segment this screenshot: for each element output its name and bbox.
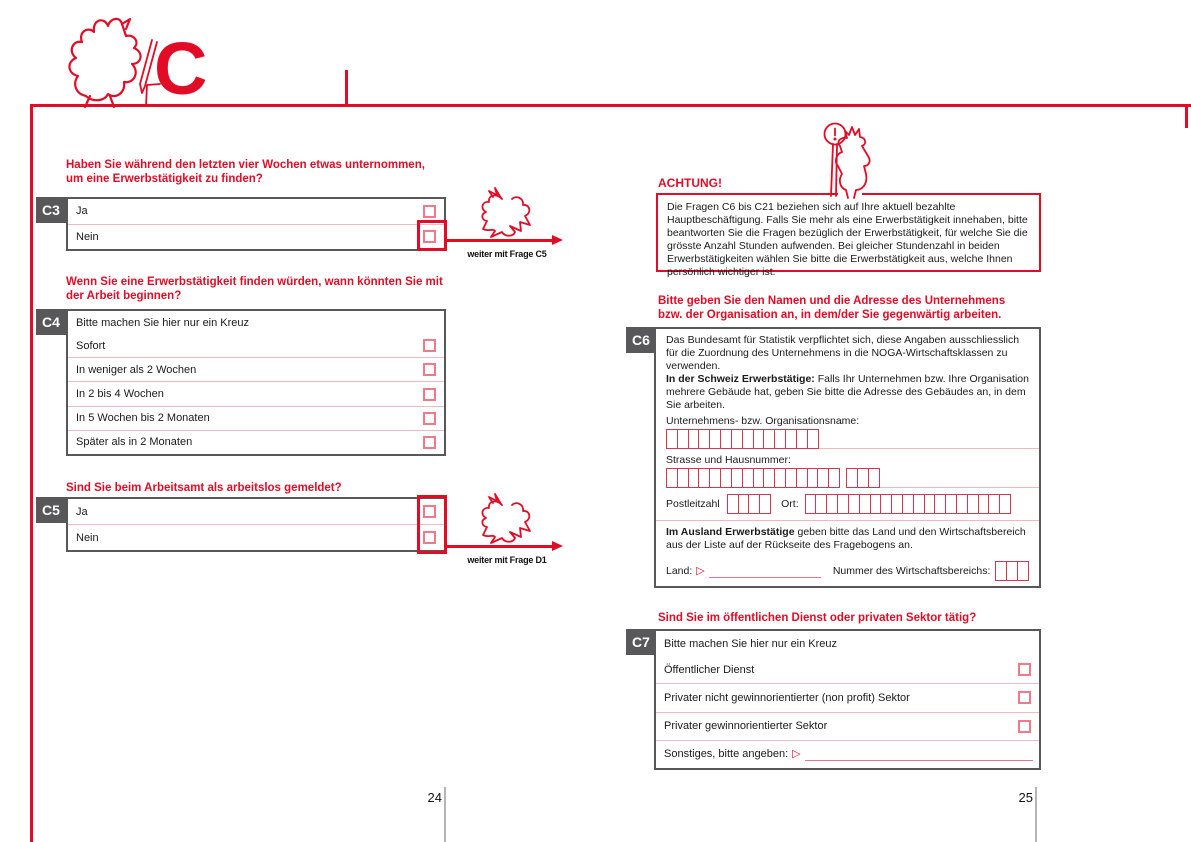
page-number-divider [1035,787,1037,842]
page-number-left: 24 [427,790,442,805]
option-row [68,407,444,431]
checkbox-sofort[interactable] [423,339,436,352]
question-c4-line1: Wenn Sie eine Erwerbstätigkeit finden würden, wann könnten Sie mit [66,276,443,288]
page-number-divider [444,787,446,842]
option-label: Privater nicht gewinnorientierter (non profit) Sektor [664,691,910,704]
land-write-in-line[interactable] [709,564,821,578]
ort-label: Ort: [781,497,799,510]
char-cell[interactable] [868,468,880,488]
checkbox-non-profit-sektor[interactable] [1018,691,1031,704]
char-cell-grid [666,468,840,488]
char-cell[interactable] [807,429,819,449]
other-row [656,741,1039,768]
char-cell-grid [727,494,771,514]
question-c7-line1: Sind Sie im öffentlichen Dienst oder privaten Sektor tätig? [658,612,977,624]
abroad-lead: Im Ausland Erwerbstätige [666,526,795,538]
question-c5-box [66,497,446,552]
attention-text: Die Fragen C6 bis C21 beziehen sich auf Ihre aktuell bezahlte Hauptbeschäftigung. Falls Sie mehr als eine Erwerbstätigkeit innehaben, bitte beantworten Sie die Fragen bezüglich der Erwerbstätigkeit, für welche Sie die grösste Anzahl Stunden aufwenden. Bei gleicher Stundenzahl in beiden Erwerbstätigkeiten wählen Sie bitte die Erwerbstätigkeit aus, welche Ihnen persönlich wichtiger ist. [667,201,1028,278]
question-c5-tab: C5 [36,497,66,523]
option-label: Öffentlicher Dienst [664,663,755,676]
section-letter: C [154,27,208,110]
char-cell-grid [805,494,1012,514]
street-field [666,468,1029,488]
running-imp-icon [476,186,550,238]
option-row [68,382,444,406]
write-in-line[interactable] [880,487,1039,488]
fold-mark [1185,104,1188,128]
skip-arrow-head-icon [552,541,563,551]
instruction-label: Bitte machen Sie hier nur ein Kreuz [664,637,838,650]
option-row [68,199,444,225]
page-number-right: 25 [1018,790,1033,805]
fold-mark [345,70,348,107]
question-c5-line1: Sind Sie beim Arbeitsamt als arbeitslos gemeldet? [66,482,342,494]
option-row [68,225,444,250]
skip-arrow-c3 [446,239,554,242]
question-c3-line1: Haben Sie während den letzten vier Wochen etwas unternommen, [66,159,425,171]
question-c6-box [654,327,1041,588]
char-cell-grid [666,429,819,449]
abroad-text: geben bitte das Land und den Wirtschaftsbereich aus der Liste auf der Rückseite des Fragebogens an. [666,526,1026,551]
checkbox-spaeter[interactable] [423,436,436,449]
option-label: In weniger als 2 Wochen [76,363,197,376]
instruction-label: Bitte machen Sie hier nur ein Kreuz [76,316,250,329]
land-sector-row [666,561,1029,581]
question-c4-heading [66,276,496,303]
abroad-paragraph [666,526,1029,552]
question-c3-line2: um eine Erwerbstätigkeit zu finden? [66,172,263,185]
option-label: In 5 Wochen bis 2 Monaten [76,412,210,425]
option-row [656,713,1039,741]
privacy-text: Das Bundesamt für Statistik verpflichtet sich, diese Angaben ausschliesslich für die Zuordnung des Unternehmens in die NOGA-Wirtschaftsklassen zu verwenden. [666,334,1020,372]
option-row [68,431,444,454]
option-label: Nein [76,230,99,243]
checkbox-5-wochen-2-monate[interactable] [423,412,436,425]
char-cell[interactable] [759,494,771,514]
land-label: Land: [666,564,693,577]
option-row [68,358,444,382]
question-c3-tab: C3 [36,197,66,223]
option-row [68,334,444,358]
write-in-marker-icon: ▷ [792,747,801,760]
plz-ort-row [666,494,1029,514]
option-row [656,656,1039,684]
question-c4-box [66,309,446,456]
option-row [68,525,444,550]
skip-arrow-head-icon [552,235,563,245]
option-label: Nein [76,531,99,544]
instruction-row [656,631,1039,656]
checkbox-weniger-2-wochen[interactable] [423,363,436,376]
checkbox-ja[interactable] [423,205,436,218]
question-c3-box [66,197,446,251]
question-c7-heading [658,612,1058,626]
char-cell-grid [846,468,880,488]
option-row [656,684,1039,712]
attention-imp-icon [796,122,884,202]
checkbox-2-bis-4-wochen[interactable] [423,388,436,401]
swiss-lead: In der Schweiz Erwerbstätige: [666,373,815,385]
street-label: Strasse und Hausnummer: [666,454,791,466]
instruction-row [68,311,444,334]
org-name-label: Unternehmens- bzw. Organisationsname: [666,415,860,427]
question-c6-heading [658,295,1058,322]
skip-note-c5: weiter mit Frage D1 [467,555,547,565]
running-imp-icon [476,492,550,544]
skip-arrow-c5 [446,545,554,548]
option-label: Sofort [76,339,106,352]
org-name-field [666,429,1029,449]
other-write-in-line[interactable] [805,747,1033,761]
question-c3-heading [66,159,466,186]
option-label: In 2 bis 4 Wochen [76,388,164,400]
char-cell[interactable] [828,468,840,488]
option-row [68,499,444,525]
plz-label: Postleitzahl [666,497,720,510]
question-c5-heading [66,482,466,496]
question-c6-tab: C6 [626,327,656,353]
option-label: Privater gewinnorientierter Sektor [664,720,828,733]
sector-label: Nummer des Wirtschaftsbereichs: [832,564,991,577]
section-divider [656,520,1039,521]
write-in-marker-icon: ▷ [696,564,705,577]
question-c7-tab: C7 [626,629,656,655]
write-in-line[interactable] [819,448,1039,449]
question-c6-line2: bzw. der Organisation an, in dem/der Sie gegenwärtig arbeiten. [658,308,1002,321]
checkbox-gewinnorientiert[interactable] [1018,720,1031,733]
other-label: Sonstiges, bitte angeben: [664,748,789,761]
char-cell-grid [995,561,1029,581]
page-left-rule [30,104,33,842]
swiss-paragraph [666,373,1029,412]
option-label: Ja [76,205,88,218]
swiss-text: Falls Ihr Unternehmen bzw. Ihre Organisation mehrere Gebäude hat, geben Sie bitte die Adresse des Gebäudes an, in dem Sie arbeiten. [666,373,1029,411]
question-c4-line2: der Arbeit beginnen? [66,289,182,302]
highlight-frame-c3-nein [417,220,447,251]
option-label: Später als in 2 Monaten [76,436,193,449]
option-label: Ja [76,505,88,518]
skip-note-c3: weiter mit Frage C5 [467,249,547,259]
checkbox-oeffentlicher-dienst[interactable] [1018,663,1031,676]
attention-label: ACHTUNG! [658,176,722,190]
question-c6-line1: Bitte geben Sie den Namen und die Adresse des Unternehmens [658,295,1006,307]
attention-box [656,193,1041,278]
question-c4-tab: C4 [36,309,66,335]
question-c7-box [654,629,1041,770]
highlight-frame-c5 [417,495,447,554]
char-cell[interactable] [1017,561,1029,581]
char-cell[interactable] [999,494,1011,514]
